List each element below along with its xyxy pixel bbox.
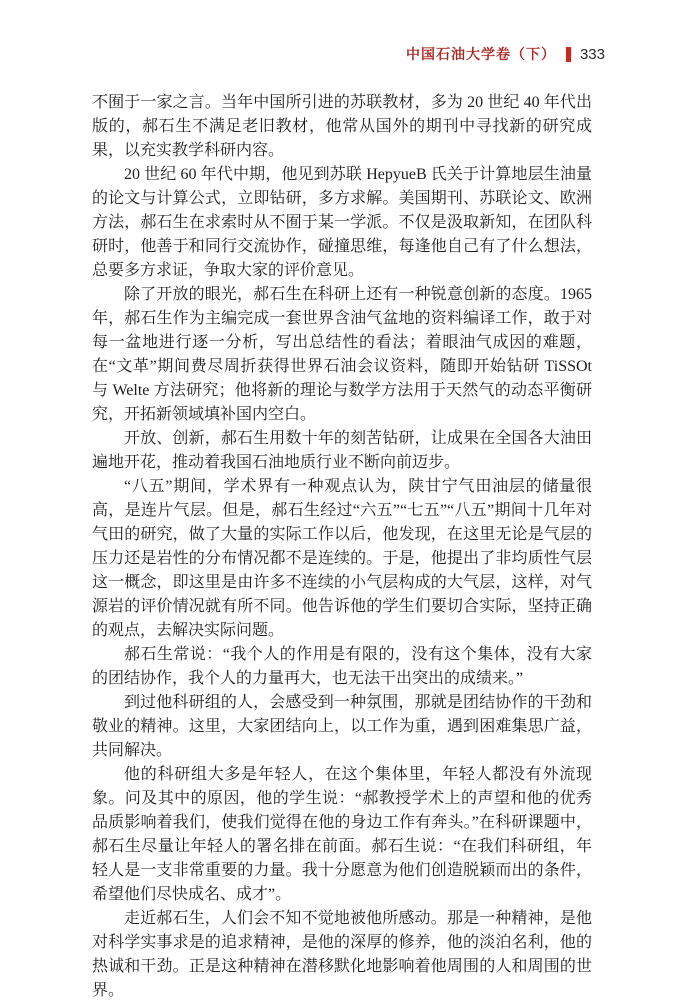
running-header-title: 中国石油大学卷（下） [405,48,556,63]
paragraph: 他的科研组大多是年轻人，在这个集体里，年轻人都没有外流现象。问及其中的原因，他的学生说：“郝教授学术上的声望和他的优秀品质影响着我们，使我们觉得在他的身边工作有奔头。”在科研课题中，郝石生尽量让年轻人的署名排在前面。郝石生说：“在我们科研组，年轻人是一支非常重要的力量。我十分愿意为他们创造脱颖而出的条件，希望他们尽快成名、成才”。 [92,766,592,903]
paragraph: 20 世纪 60 年代中期，他见到苏联 HepyueB 氏关于计算地层生油量的论文与计算公式，立即钻研，多方求解。美国期刊、苏联论文、欧洲方法，郝石生在求索时从不囿于某一学派。不仅是汲取新知，在团队科研时，他善于和同行交流协作，碰撞思维，每逢他自己有了什么想法，总要多方求证，争取大家的评价意见。 [92,166,592,279]
page-number: 333 [579,45,605,63]
running-header [0,44,605,64]
paragraph: 到过他科研组的人，会感受到一种氛围，那就是团结协作的干劲和敬业的精神。这里，大家团结向上，以工作为重，遇到困难集思广益，共同解决。 [92,694,592,759]
paragraph: 开放、创新，郝石生用数十年的刻苦钻研，让成果在全国各大油田遍地开花，推动着我国石油地质行业不断向前迈步。 [92,430,592,471]
paragraph: “八五”期间，学术界有一种观点认为，陕甘宁气田油层的储量很高，是连片气层。但是，郝石生经过“六五”“七五”“八五”期间十几年对气田的研究，做了大量的实际工作以后，他发现，在这里无论是气层的压力还是岩性的分布情况都不是连续的。于是，他提出了非均质性气层这一概念，即这里是由许多不连续的小气层构成的大气层，这样，对气源岩的评价情况就有所不同。他告诉他的学生们要切合实际，坚持正确的观点，去解决实际问题。 [92,478,592,639]
body-text [92,91,592,1003]
paragraph: 走近郝石生，人们会不知不觉地被他所感动。那是一种精神，是他对科学实事求是的追求精神，是他的深厚的修养，他的淡泊名利，他的热诚和干劲。正是这种精神在潜移默化地影响着他周围的人和周围的世界。 [92,910,592,999]
paragraph: 不囿于一家之言。当年中国所引进的苏联教材，多为 20 世纪 40 年代出版的，郝石生不满足老旧教材，他常从国外的期刊中寻找新的研究成果，以充实教学科研内容。 [92,94,592,159]
paragraph: 郝石生常说：“我个人的作用是有限的，没有这个集体，没有大家的团结协作，我个人的力量再大，也无法干出突出的成绩来。” [92,646,592,687]
paragraph: 除了开放的眼光，郝石生在科研上还有一种锐意创新的态度。1965 年，郝石生作为主编完成一套世界含油气盆地的资料编译工作，敢于对每一盆地进行逐一分析，写出总结性的看法；着眼油气成因的难题，在“文革”期间费尽周折获得世界石油会议资料，随即开始钻研 TiSSOt 与 Welte 方法研究；他将新的理论与数学方法用于天然气的动态平衡研究，开拓新领域填补国内空白。 [92,286,592,423]
header-divider-bar-icon [566,47,571,62]
